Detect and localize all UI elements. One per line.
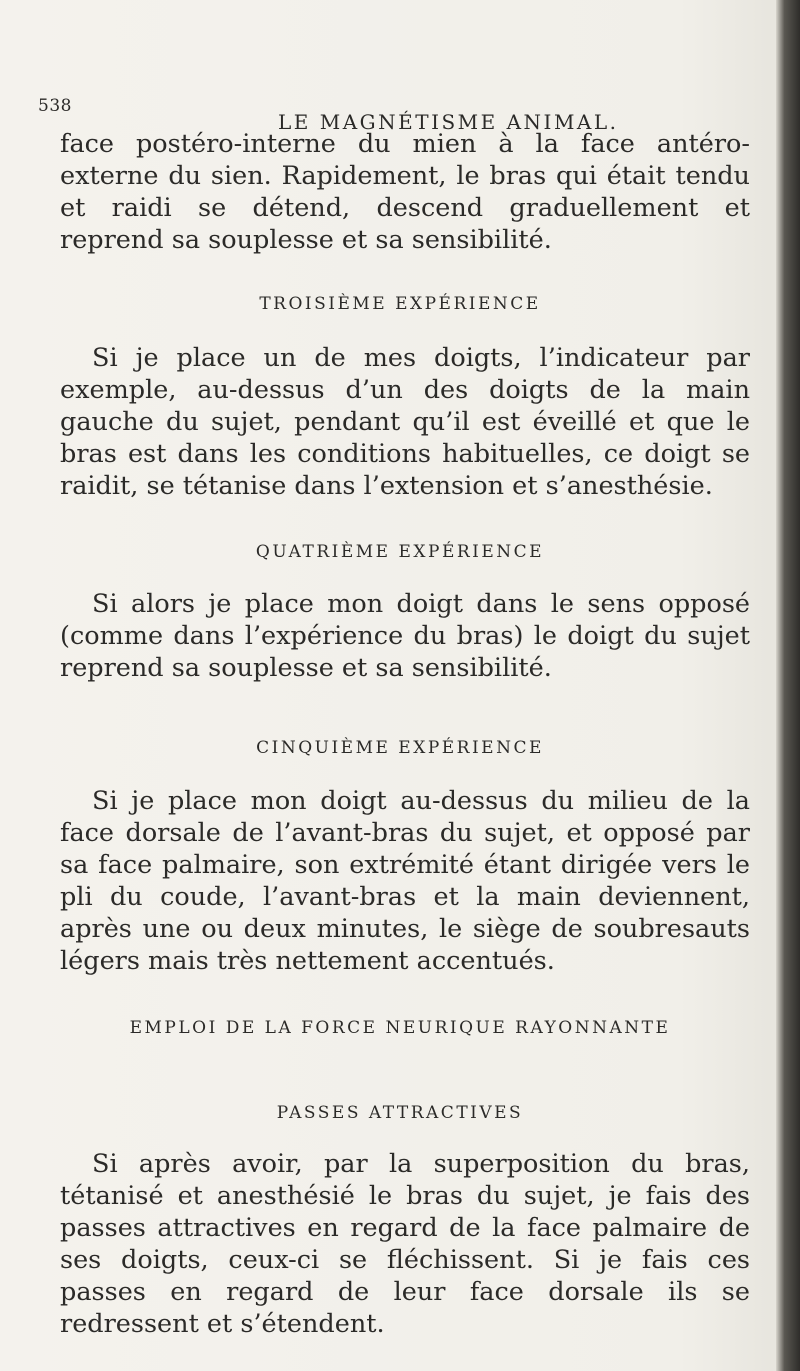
heading-emploi-force-neurique: EMPLOI DE LA FORCE NEURIQUE RAYONNANTE — [129, 1018, 671, 1038]
subheading-passes-attractives: PASSES ATTRACTIVES — [276, 1103, 524, 1123]
intro-paragraph: face postéro-interne du mien à la face antéro-externe du sien. Rapidement, le bras qui était tendu et raidi se détend, descend graduellement et reprend sa souplesse et sa sensibilité. — [60, 129, 750, 255]
emploi-paragraph: Si après avoir, par la superposition du bras, tétanisé et anesthésié le bras du sujet, je fais des passes attractives en regard de la face palmaire de ses doigts, ceux-ci se fléchissent. Si je fais ces passes en regard de leur face dorsale ils se redressent et s’étendent. — [60, 1149, 750, 1339]
heading-cinquieme-experience: CINQUIÈME EXPÉRIENCE — [256, 738, 544, 758]
heading-troisieme-experience: TROISIÈME EXPÉRIENCE — [259, 294, 541, 314]
cinquieme-paragraph: Si je place mon doigt au-dessus du milieu de la face dorsale de l’avant-bras du sujet, et opposé par sa face palmaire, son extrémité étant dirigée vers le pli du coude, l’avant-bras et la main deviennent, après une ou deux minutes, le siège de soubresauts légers mais très nettement accentués. — [60, 786, 750, 976]
running-head: LE MAGNÉTISME ANIMAL. — [278, 110, 619, 134]
quatrieme-paragraph: Si alors je place mon doigt dans le sens opposé (comme dans l’expérience du bras) le doigt du sujet reprend sa souplesse et sa sensibilité. — [60, 589, 750, 683]
troisieme-paragraph: Si je place un de mes doigts, l’indicateur par exemple, au-dessus d’un des doigts de la main gauche du sujet, pendant qu’il est éveillé et que le bras est dans les conditions habituelles, ce doigt se raidit, se tétanise dans l’extension et s’anesthésie. — [60, 343, 750, 501]
page-edge-shadow — [776, 0, 800, 1371]
page-number: 538 — [38, 96, 72, 116]
heading-quatrieme-experience: QUATRIÈME EXPÉRIENCE — [255, 542, 545, 562]
